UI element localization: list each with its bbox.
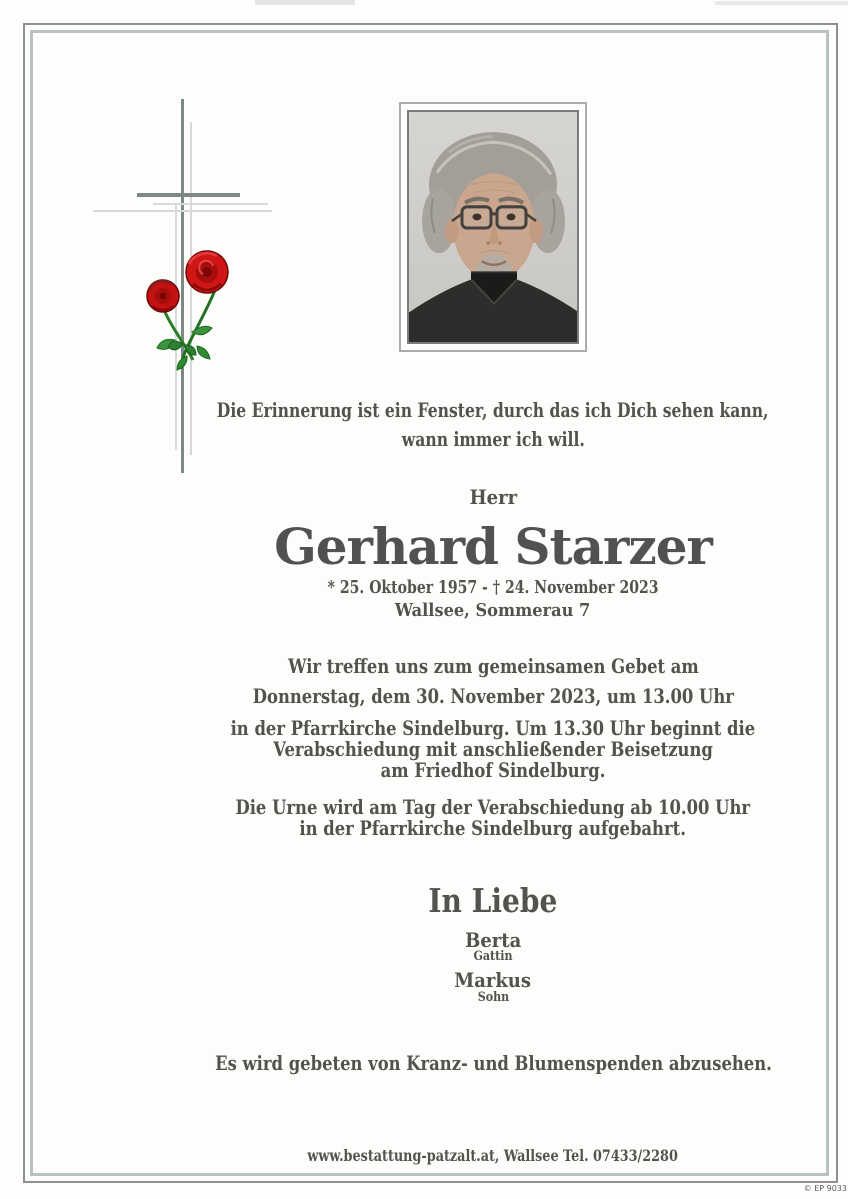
salutation: Herr bbox=[469, 485, 517, 509]
closing-phrase: In Liebe bbox=[428, 881, 558, 920]
funeral-home-footer: www.bestattung-patzalt.at, Wallsee Tel. 07433/2280 bbox=[307, 1146, 679, 1165]
service-paragraph bbox=[103, 718, 848, 781]
text-column bbox=[103, 0, 848, 1199]
urn-paragraph bbox=[103, 797, 848, 839]
mourner-relation: Gattin bbox=[473, 949, 513, 964]
memorial-quote-line1: Die Erinnerung ist ein Fenster, durch das ich Dich sehen kann, bbox=[217, 398, 769, 422]
mourner-name: Markus bbox=[454, 968, 532, 992]
urn-line: in der Pfarrkirche Sindelburg aufgebahrt. bbox=[299, 816, 687, 840]
residence-address: Wallsee, Sommerau 7 bbox=[395, 600, 591, 621]
service-line: in der Pfarrkirche Sindelburg. Um 13.30 Uhr beginnt die bbox=[230, 716, 756, 740]
birth-death-dates: * 25. Oktober 1957 - † 24. November 2023 bbox=[327, 577, 659, 598]
deceased-name: Gerhard Starzer bbox=[274, 517, 712, 576]
mourner-relation: Sohn bbox=[477, 990, 509, 1005]
service-line: am Friedhof Sindelburg. bbox=[380, 758, 606, 782]
urn-line: Die Urne wird am Tag der Verabschiedung ab 10.00 Uhr bbox=[235, 795, 751, 819]
memorial-quote-line2: wann immer ich will. bbox=[401, 427, 585, 451]
donation-request: Es wird gebeten von Kranz- und Blumenspenden abzusehen. bbox=[214, 1051, 772, 1075]
service-line: Verabschiedung mit anschließender Beisetzung bbox=[273, 737, 713, 761]
mourner-name: Berta bbox=[464, 928, 522, 952]
gathering-line: Wir treffen uns zum gemeinsamen Gebet am bbox=[287, 654, 699, 678]
datetime-line: Donnerstag, dem 30. November 2023, um 13.00 Uhr bbox=[252, 684, 734, 708]
print-copyright: © EP 9033 bbox=[803, 1184, 847, 1193]
